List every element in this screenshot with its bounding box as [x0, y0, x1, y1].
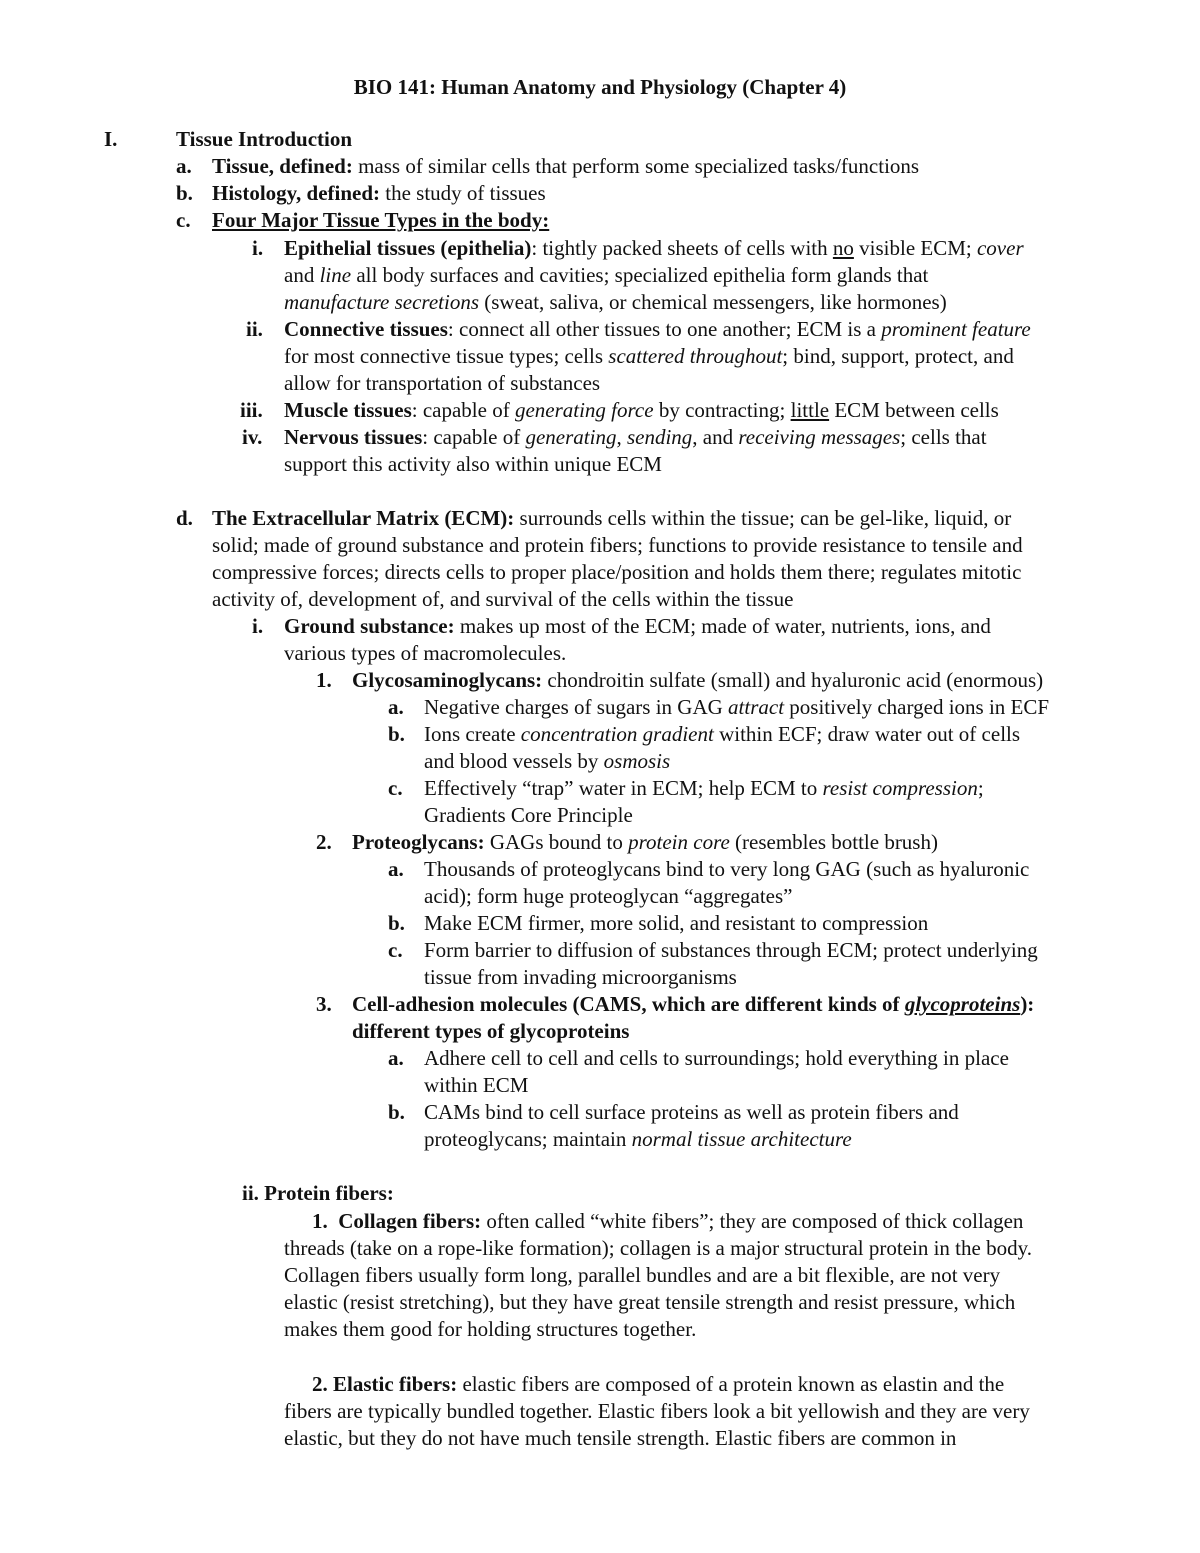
text-run: support this activity also within unique ECM — [284, 452, 662, 476]
text-run: Form barrier to diffusion of substances through ECM; protect underlying — [424, 938, 1038, 962]
text-run: elastic, but they do not have much tensile strength. Elastic fibers are common in — [284, 1426, 957, 1450]
text-run: Ground substance: — [284, 614, 455, 638]
line-text — [284, 1289, 1015, 1316]
text-run: makes up most of the ECM; made of water, nutrients, ions, and — [454, 614, 991, 638]
line-text — [424, 721, 1020, 748]
text-run: concentration gradient — [520, 722, 714, 746]
line-text — [212, 559, 1021, 586]
text-run: Proteoglycans: — [352, 830, 485, 854]
line-text — [212, 532, 1023, 559]
text-run: compressive forces; directs cells to proper place/position and holds them there; regulates mitotic — [212, 560, 1022, 584]
text-run: ; cells that — [900, 425, 987, 449]
text-run: prominent feature — [881, 317, 1031, 341]
text-run: cover — [976, 236, 1024, 260]
line-text — [212, 586, 793, 613]
text-run: Muscle tissues — [284, 398, 412, 422]
line-text — [284, 262, 928, 289]
line-text — [284, 343, 1014, 370]
line-text — [424, 1099, 959, 1126]
line-text — [284, 640, 566, 667]
line-text — [284, 424, 987, 451]
line-text — [284, 1262, 1000, 1289]
text-run: Four Major Tissue Types in the body: — [212, 208, 550, 232]
text-run: Cell-adhesion molecules (CAMS, which are different kinds of — [352, 992, 905, 1016]
line-text — [284, 289, 947, 316]
text-run: The Extracellular Matrix (ECM): — [212, 506, 515, 530]
line-text — [424, 1072, 528, 1099]
list-marker: ii. — [246, 317, 263, 341]
text-run: threads (take on a rope-like formation); collagen is a major structural protein in the body. — [284, 1236, 1032, 1260]
text-run: receiving messages — [738, 425, 901, 449]
text-run: Thousands of proteoglycans bind to very long GAG (such as hyaluronic — [424, 857, 1030, 881]
text-run: Ions create — [424, 722, 521, 746]
text-run: sending — [626, 425, 693, 449]
text-run: by contracting; — [653, 398, 791, 422]
text-run: normal tissue architecture — [631, 1127, 852, 1151]
text-run: mass of similar cells that perform some specialized tasks/functions — [352, 154, 920, 178]
text-run: ; — [977, 776, 984, 800]
line-text — [424, 883, 793, 910]
line-text — [312, 1208, 1023, 1235]
text-run: acid); form huge proteoglycan “aggregates” — [424, 884, 793, 908]
text-run: elastic fibers are composed of a protein known as elastin and the — [457, 1372, 1005, 1396]
line-text — [284, 370, 600, 397]
text-run: Tissue Introduction — [176, 127, 353, 151]
text-run: often called “white fibers”; they are composed of thick collagen — [481, 1209, 1024, 1233]
text-run: proteoglycans; maintain — [424, 1127, 632, 1151]
line-text — [284, 1425, 956, 1452]
text-run: Epithelial tissues (epithelia) — [284, 236, 532, 260]
text-run: Connective tissues — [284, 317, 448, 341]
line-text — [424, 748, 670, 775]
line-text — [176, 126, 352, 153]
line-text — [424, 802, 633, 829]
text-run: : capable of — [422, 425, 526, 449]
list-marker: 3. — [316, 992, 332, 1016]
line-text — [284, 235, 1024, 262]
list-marker: I. — [104, 127, 118, 151]
text-run: protein core — [628, 830, 730, 854]
text-run: chondroitin sulfate (small) and hyaluronic acid (enormous) — [542, 668, 1044, 692]
text-run: solid; made of ground substance and protein fibers; functions to provide resistance to tensile and — [212, 533, 1023, 557]
list-marker: b. — [388, 1100, 405, 1124]
line-text — [284, 451, 662, 478]
text-run: makes them good for holding structures together. — [284, 1317, 697, 1341]
list-marker: 2. — [316, 830, 332, 854]
text-run: all body surfaces and cavities; specialized epithelia form glands that — [351, 263, 929, 287]
text-run: Glycosaminoglycans: — [352, 668, 543, 692]
line-text — [212, 207, 549, 234]
line-text — [424, 694, 1049, 721]
text-run: : tightly packed sheets of cells with — [531, 236, 833, 260]
list-marker: b. — [388, 722, 405, 746]
list-marker: a. — [388, 695, 404, 719]
text-run: within ECM — [424, 1073, 529, 1097]
text-run: : connect all other tissues to one another; ECM is a — [447, 317, 882, 341]
text-run: ; bind, support, protect, and — [782, 344, 1014, 368]
list-marker: b. — [388, 911, 405, 935]
line-text — [284, 316, 1031, 343]
line-text — [424, 775, 984, 802]
text-run: ): — [1020, 992, 1035, 1016]
line-text — [212, 505, 1011, 532]
text-run: for most connective tissue types; cells — [284, 344, 609, 368]
line-text — [284, 397, 999, 424]
line-text — [352, 829, 938, 856]
list-marker: a. — [388, 857, 404, 881]
text-run: attract — [728, 695, 785, 719]
line-text — [352, 1018, 629, 1045]
text-run: (resembles bottle brush) — [729, 830, 938, 854]
text-run: surrounds cells within the tissue; can be gel-like, liquid, or — [514, 506, 1012, 530]
text-run: Negative charges of sugars in GAG — [424, 695, 729, 719]
text-run: and — [284, 263, 320, 287]
text-run: activity of, development of, and survival of the cells within the tissue — [212, 587, 794, 611]
text-run: tissue from invading microorganisms — [424, 965, 737, 989]
text-run: elastic (resist stretching), but they have great tensile strength and resist pressure, which — [284, 1290, 1016, 1314]
list-marker: iii. — [240, 398, 263, 422]
text-run: different types of glycoproteins — [352, 1019, 630, 1043]
line-text — [424, 910, 928, 937]
text-run: scattered throughout — [608, 344, 783, 368]
text-run: Histology, defined: — [212, 181, 381, 205]
line-text — [424, 937, 1038, 964]
line-text — [284, 1398, 1030, 1425]
text-run: and blood vessels by — [424, 749, 604, 773]
list-marker: iv. — [242, 425, 263, 449]
line-text — [242, 1180, 394, 1207]
text-run: little — [790, 398, 830, 422]
line-text — [424, 1045, 1009, 1072]
text-run: manufacture secretions — [284, 290, 479, 314]
text-run: glycoproteins — [904, 992, 1021, 1016]
document-title: BIO 141: Human Anatomy and Physiology (Chapter 4) — [353, 75, 847, 99]
text-run: fibers are typically bundled together. Elastic fibers look a bit yellowish and they are very — [284, 1399, 1030, 1423]
text-run: visible ECM; — [853, 236, 977, 260]
text-run: Collagen fibers usually form long, parallel bundles and are a bit flexible, are not very — [284, 1263, 1001, 1287]
text-run: Gradients Core Principle — [424, 803, 633, 827]
text-run: GAGs bound to — [484, 830, 629, 854]
list-marker: a. — [388, 1046, 404, 1070]
line-text — [312, 1371, 1004, 1398]
line-text — [284, 613, 991, 640]
line-text — [212, 153, 919, 180]
line-text — [424, 856, 1029, 883]
list-marker: c. — [176, 208, 191, 232]
text-run: no — [832, 236, 854, 260]
list-marker: 1. — [316, 668, 332, 692]
text-run: 1. Collagen fibers: — [312, 1209, 482, 1233]
text-run: generating force — [514, 398, 654, 422]
text-run: ii. Protein fibers: — [242, 1181, 394, 1205]
text-run: Nervous tissues — [284, 425, 423, 449]
text-run: ECM between cells — [829, 398, 999, 422]
text-run: , — [616, 425, 627, 449]
text-run: positively charged ions in ECF — [784, 695, 1050, 719]
line-text — [212, 180, 546, 207]
line-text — [284, 1235, 1032, 1262]
list-marker: i. — [252, 614, 264, 638]
text-run: allow for transportation of substances — [284, 371, 601, 395]
text-run: generating — [525, 425, 617, 449]
text-run: the study of tissues — [380, 181, 546, 205]
text-run: osmosis — [603, 749, 671, 773]
text-run: various types of macromolecules. — [284, 641, 567, 665]
list-marker: i. — [252, 236, 264, 260]
text-run: : capable of — [411, 398, 515, 422]
text-run: line — [319, 263, 352, 287]
text-run: (sweat, saliva, or chemical messengers, like hormones) — [479, 290, 947, 314]
text-run: CAMs bind to cell surface proteins as well as protein fibers and — [424, 1100, 959, 1124]
line-text — [352, 667, 1043, 694]
list-marker: a. — [176, 154, 192, 178]
text-run: Adhere cell to cell and cells to surroundings; hold everything in place — [424, 1046, 1009, 1070]
list-marker: c. — [388, 938, 403, 962]
line-text — [424, 1126, 852, 1153]
line-text — [424, 964, 737, 991]
text-run: Make ECM firmer, more solid, and resistant to compression — [424, 911, 929, 935]
line-text — [284, 1316, 696, 1343]
text-run: , and — [692, 425, 739, 449]
line-text — [352, 991, 1034, 1018]
text-run: resist compression — [822, 776, 978, 800]
list-marker: b. — [176, 181, 193, 205]
text-run: 2. Elastic fibers: — [312, 1372, 458, 1396]
text-run: Tissue, defined: — [212, 154, 353, 178]
list-marker: c. — [388, 776, 403, 800]
text-run: Effectively “trap” water in ECM; help ECM to — [424, 776, 823, 800]
list-marker: d. — [176, 506, 193, 530]
text-run: within ECF; draw water out of cells — [713, 722, 1021, 746]
